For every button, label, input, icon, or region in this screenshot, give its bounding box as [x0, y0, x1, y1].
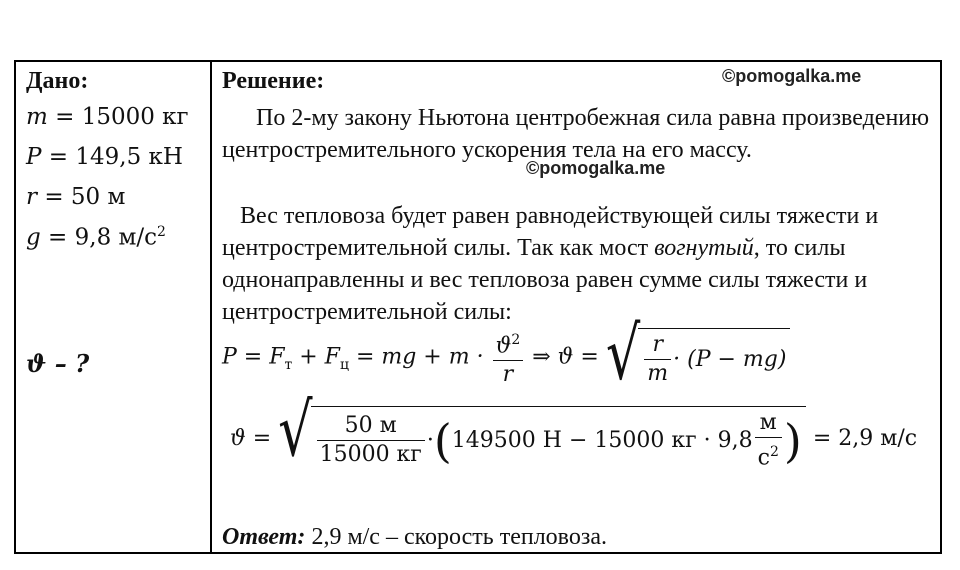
- formula1-arrow: ⇒ ϑ =: [532, 344, 599, 370]
- formula2-unit-exp: 2: [769, 444, 779, 460]
- answer-text: 2,9 м/с – скорость тепловоза.: [305, 524, 607, 550]
- mass-value: = 15000 кг: [55, 104, 189, 130]
- mass-symbol: m: [26, 104, 48, 130]
- formula1-tail: · (P − mg): [673, 346, 787, 372]
- formula2-lhs: ϑ =: [230, 426, 272, 452]
- given-header: Дано:: [26, 68, 89, 94]
- formula1-fraction: [493, 326, 524, 389]
- paragraph-weight-part2: , то силы однонаправленны и вес тепловоза равен сумме силы тяжести и центростремительной силы:: [222, 235, 868, 325]
- formula2-sqrt: √ $\frac{50 м}{15000 кг}$ · ( 149500 Н − 15000 кг · 9,8 $\frac{м}{с^2}$ ): [278, 406, 806, 472]
- paragraph-newton-text: По 2-му закону Ньютона центробежная сила равна произведению центростремительного ускорения тела на его массу.: [222, 105, 930, 163]
- formula-calculation: [230, 387, 918, 473]
- formula2-num: 50 м: [317, 412, 425, 441]
- paragraph-weight: [222, 200, 938, 328]
- given-gravity: [26, 224, 166, 251]
- formula-derivation: [222, 310, 790, 396]
- formula1-eq: = mg + m ·: [348, 344, 484, 370]
- radius-symbol: r: [26, 184, 37, 210]
- formula1-sqrt: √ $\frac{r}{m}$ · (P − mg): [606, 328, 791, 388]
- formula1-sub-t: т: [284, 357, 293, 374]
- column-divider: [210, 62, 212, 552]
- formula1-num: ϑ: [495, 333, 512, 359]
- solution-table: [14, 60, 942, 554]
- radius-value: = 50 м: [44, 184, 126, 210]
- formula2-unit-num: м: [755, 409, 782, 438]
- formula1-den: r: [502, 362, 514, 388]
- gravity-exponent: 2: [157, 224, 166, 240]
- formula2-mid: 149500 Н − 15000 кг · 9,8: [451, 428, 753, 454]
- paragraph-weight-italic: вогнутый: [654, 235, 754, 261]
- paragraph-weight-part1: Вес тепловоза будет равен равнодействующей силы тяжести и центростремительной силы. Так как мост: [222, 203, 879, 261]
- given-radius: [26, 184, 125, 210]
- given-weight: [26, 144, 183, 170]
- formula2-den: 15000 кг: [319, 442, 422, 468]
- formula1-sqrt-num: r: [652, 331, 663, 357]
- paragraph-newton: [222, 102, 938, 166]
- answer-label: Ответ:: [222, 524, 306, 550]
- paragraph-weight-text: [222, 200, 938, 328]
- gravity-symbol: g: [26, 224, 41, 251]
- formula1-lhs: P = F: [222, 344, 285, 370]
- find-velocity: ϑ – ?: [26, 349, 90, 378]
- weight-symbol: P: [26, 144, 42, 170]
- formula1-sqrt-den: m: [647, 360, 669, 386]
- given-mass: [26, 104, 189, 130]
- weight-value: = 149,5 кН: [48, 144, 183, 170]
- formula1-plus: + F: [292, 344, 340, 370]
- watermark: ©pomogalka.me: [722, 66, 862, 86]
- formula2-result: = 2,9 м/с: [812, 426, 918, 452]
- solution-header: Решение:: [222, 68, 325, 94]
- answer-line: [222, 524, 607, 551]
- formula1-num-exp: 2: [511, 332, 521, 348]
- gravity-value: = 9,8 м/с: [48, 224, 158, 251]
- formula2-unit-den: с: [757, 445, 770, 471]
- watermark: ©pomogalka.me: [526, 158, 666, 178]
- formula1-sub-c: ц: [339, 357, 349, 374]
